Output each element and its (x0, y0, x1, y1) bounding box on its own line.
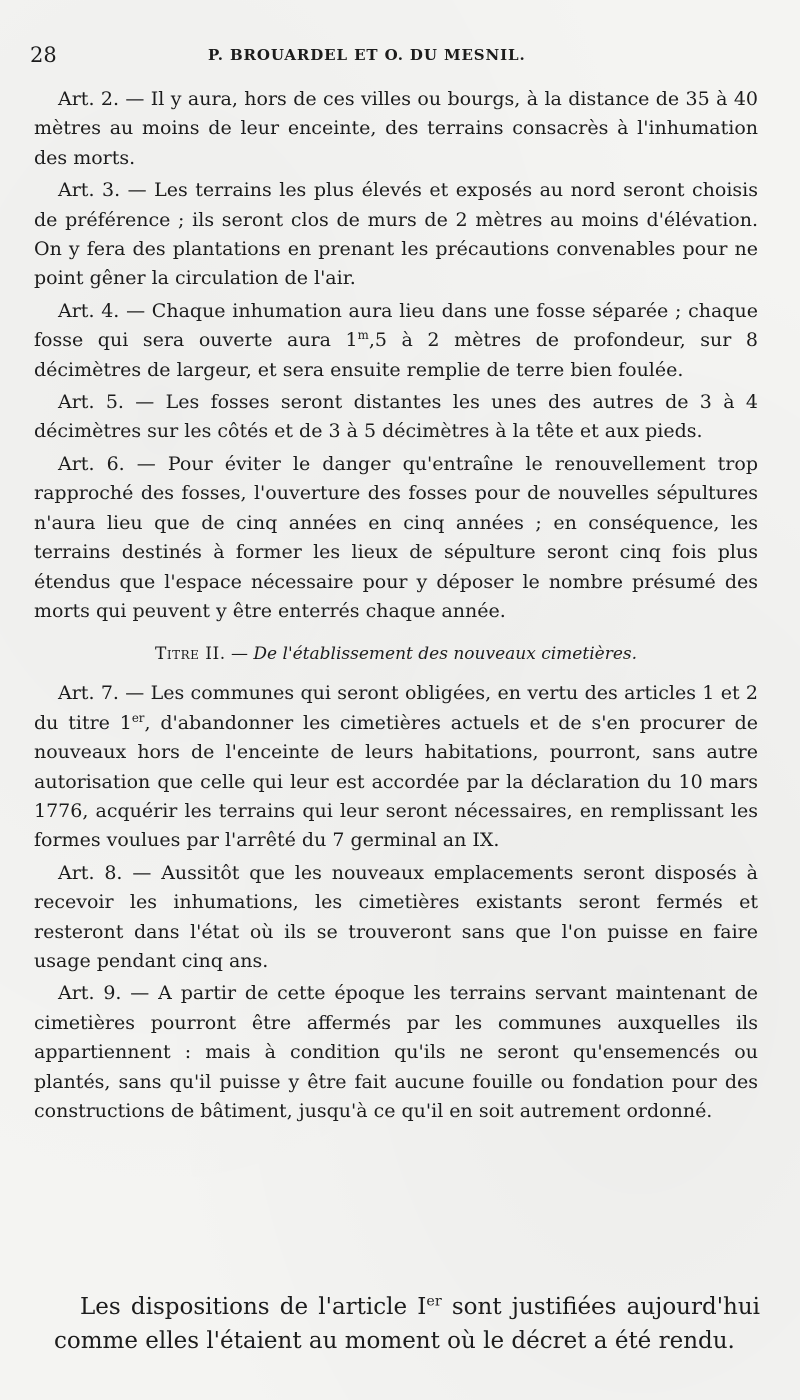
section-title-text: De l'établissement des nouveaux cimetières. (253, 644, 638, 665)
article-7-text-start: Art. 7. — Les communes qui seront obligées, en vertu des articles 1 et 2 du titre 1 (34, 682, 758, 734)
article-2: Art. 2. — Il y aura, hors de ces villes ou bourgs, à la distance de 35 à 40 mètres au moins de leur enceinte, des terrains consacrès à l'inhumation des morts. (34, 88, 758, 169)
article-7 (34, 679, 758, 855)
article-7-superscript: er (131, 710, 145, 725)
article-4-text-start: Art. 4. — Chaque inhumation aura lieu dans une fosse séparée ; chaque fosse qui sera ouverte aura 1 (34, 299, 758, 352)
closing-superscript: er (426, 1293, 442, 1310)
running-title: P. BROUARDEL ET O. DU MESNIL. (208, 46, 526, 64)
article-8: Art. 8. — Aussitôt que les nouveaux emplacements seront disposés à recevoir les inhumations, les cimetières existants seront fermés et resteront dans l'état où ils se trouveront sans que l'on puisse en faire usage pendant cinq ans. (34, 861, 758, 972)
article-4-superscript: m (357, 328, 369, 343)
section-title (34, 640, 758, 669)
page-number: 28 (30, 43, 57, 67)
closing-text-start: Les dispositions de l'article I (80, 1294, 427, 1320)
article-6: Art. 6. — Pour éviter le danger qu'entraîne le renouvellement trop rapproché des fosses, l'ouverture des fosses pour de nouvelles sépultures n'aura lieu que de cinq années en cinq années ; en conséquence, les terrains destinés à former les lieux de sépulture seront cinq fois plus étendus que l'espace nécessaire pour y déposer le nombre présumé des morts qui peuvent y être enterrés chaque année. (34, 452, 758, 622)
article-5: Art. 5. — Les fosses seront distantes les unes des autres de 3 à 4 décimètres sur les côtés et de 3 à 5 décimètres à la tête et aux pieds. (34, 391, 758, 443)
article-4 (34, 297, 758, 385)
closing-text (54, 1290, 760, 1358)
section-title-label: Titre II. (154, 644, 226, 665)
closing-paragraph (54, 1290, 760, 1358)
closing-text-end: sont justifiées aujourd'hui comme elles l'étaient au moment où le décret a été rendu. (54, 1294, 760, 1354)
section-title-dash: — (225, 644, 254, 665)
article-4-text-end: ,5 à 2 mètres de profondeur, sur 8 décimètres de largeur, et sera ensuite remplie de terre bien foulée. (34, 329, 758, 381)
body-text (34, 85, 758, 1126)
article-9: Art. 9. — A partir de cette époque les terrains servant maintenant de cimetières pourront être affermés par les communes auxquelles ils appartiennent : mais à condition qu'ils ne seront qu'ensemencés ou plantés, sans qu'il puisse y être fait aucune fouille ou fondation pour des constructions de bâtiment, jusqu'à ce qu'il en soit autrement ordonné. (34, 982, 758, 1122)
article-3: Art. 3. — Les terrains les plus élevés et exposés au nord seront choisis de préférence ; ils seront clos de murs de 2 mètres au moins d'élévation. On y fera des plantations en prenant les précautions convenables pour ne point gêner la circulation de l'air. (34, 179, 758, 290)
running-header (30, 40, 590, 70)
article-7-text-end: , d'abandonner les cimetières actuels et de s'en procurer de nouveaux hors de l'enceinte de leurs habitations, pourront, sans autre autorisation que celle qui leur est accordée par la déclaration du 10 mars 1776, acquérir les terrains qui leur seront nécessaires, en remplissant les formes voulues par l'arrêté du 7 germinal an IX. (34, 711, 758, 852)
